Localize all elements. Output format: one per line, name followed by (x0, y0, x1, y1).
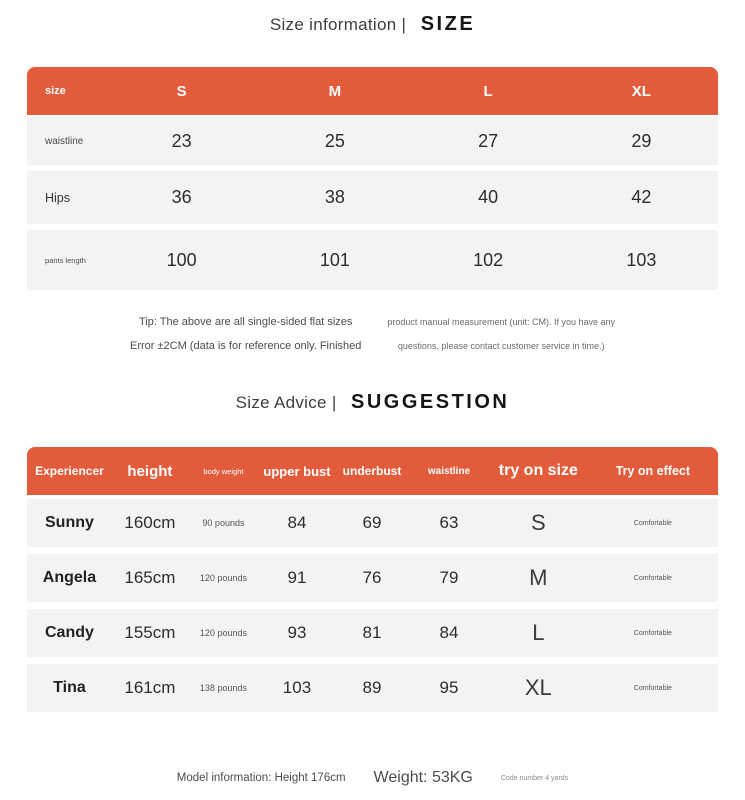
cell-effect: Comfortable (633, 629, 672, 637)
measurement-tip (0, 310, 745, 358)
cell-waistline: 84 (439, 623, 459, 642)
advice-col-experiencer: Experiencer (35, 464, 104, 478)
advice-col-waistline: waistline (427, 465, 471, 477)
experiencer-name: Sunny (45, 514, 94, 531)
cell-value: 103 (626, 249, 657, 270)
cell-upper-bust: 84 (287, 513, 307, 532)
table-row (27, 230, 718, 290)
advice-section-title (0, 358, 745, 414)
advice-col-upper-bust: upper bust (263, 463, 331, 479)
cell-effect: Comfortable (633, 519, 672, 527)
cell-height: 161cm (124, 678, 176, 697)
cell-value: 38 (324, 187, 345, 207)
cell-height: 160cm (124, 513, 176, 532)
cell-weight: 120 pounds (199, 628, 247, 638)
size-section-title (0, 0, 745, 36)
cell-value: 101 (319, 249, 350, 270)
table-row (27, 609, 718, 657)
model-info-text: Model information: Height 176cm (176, 772, 346, 784)
size-col-l: L (483, 82, 493, 100)
cell-try-on-size: L (532, 620, 545, 645)
table-row (27, 664, 718, 712)
row-label-waistline: waistline (45, 135, 84, 147)
table-row (27, 171, 718, 224)
advice-table-header-row (27, 447, 718, 495)
advice-col-try-on-effect: Try on effect (615, 464, 691, 478)
cell-waistline: 63 (439, 513, 459, 532)
cell-effect: Comfortable (633, 574, 672, 582)
cell-underbust: 76 (362, 568, 382, 587)
model-weight-text: Weight: 53KG (373, 769, 473, 786)
cell-value: 36 (171, 187, 192, 207)
advice-title-emphasis: SUGGESTION (351, 391, 510, 413)
code-number-text: Code number 4 yards (500, 774, 569, 782)
cell-upper-bust: 93 (287, 623, 307, 642)
advice-col-try-on-size: try on size (498, 462, 578, 479)
table-row (27, 117, 718, 165)
cell-value: 100 (166, 249, 197, 270)
tip-left-column (130, 310, 361, 358)
cell-weight: 90 pounds (202, 518, 245, 528)
cell-underbust: 69 (362, 513, 382, 532)
advice-table (27, 447, 718, 712)
advice-col-height: height (127, 462, 173, 480)
experiencer-name: Tina (53, 679, 86, 696)
cell-upper-bust: 103 (282, 678, 312, 697)
size-table (27, 67, 718, 290)
cell-value: 27 (478, 130, 499, 151)
cell-value: 23 (171, 130, 192, 151)
advice-col-body-weight: body weight (203, 466, 244, 476)
cell-try-on-size: S (531, 510, 546, 535)
cell-weight: 120 pounds (199, 573, 247, 583)
model-info-footer (0, 769, 745, 787)
size-title-text: Size information | (269, 15, 407, 34)
advice-title-text: Size Advice | (235, 393, 337, 412)
tip-line: Error ±2CM (data is for reference only. Finished (129, 340, 362, 352)
cell-value: 102 (473, 249, 504, 270)
advice-col-underbust: underbust (342, 464, 402, 478)
size-col-s: S (176, 82, 187, 100)
tip-line: product manual measurement (unit: CM). If you have any (387, 317, 616, 327)
cell-value: 25 (324, 130, 345, 151)
cell-effect: Comfortable (633, 684, 672, 692)
cell-height: 165cm (124, 568, 176, 587)
cell-upper-bust: 91 (287, 568, 307, 587)
experiencer-name: Angela (42, 569, 97, 586)
cell-value: 40 (478, 187, 499, 207)
tip-right-column (387, 310, 615, 358)
experiencer-name: Candy (44, 624, 94, 641)
cell-value: 42 (631, 187, 652, 207)
table-row (27, 499, 718, 547)
size-table-corner-label: size (45, 85, 66, 97)
row-label-hips: Hips (45, 190, 71, 205)
size-table-header-row (27, 67, 718, 115)
row-label-pants-length: pants length (45, 255, 86, 265)
cell-weight: 138 pounds (199, 683, 247, 693)
size-title-emphasis: SIZE (420, 13, 476, 35)
tip-line: questions, please contact customer service in time.) (397, 341, 605, 351)
cell-underbust: 89 (362, 678, 382, 697)
cell-try-on-size: XL (524, 675, 552, 700)
cell-value: 29 (631, 130, 652, 151)
tip-line: Tip: The above are all single-sided flat sizes (139, 316, 353, 328)
size-col-m: M (328, 82, 342, 100)
cell-waistline: 79 (439, 568, 459, 587)
table-row (27, 554, 718, 602)
cell-waistline: 95 (439, 678, 459, 697)
cell-try-on-size: M (529, 565, 548, 590)
cell-height: 155cm (124, 623, 176, 642)
cell-underbust: 81 (362, 623, 382, 642)
size-col-xl: XL (631, 82, 651, 100)
